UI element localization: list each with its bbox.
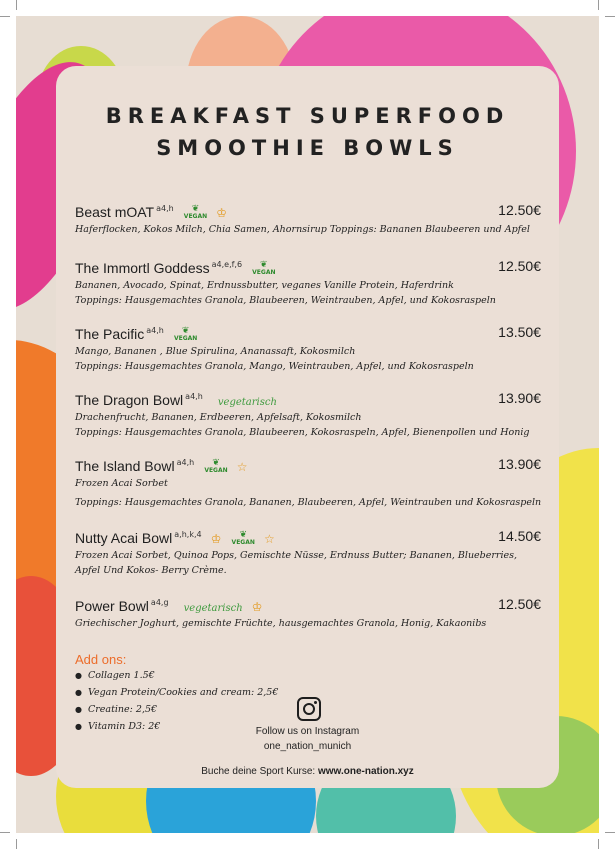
item-allergens: a4,h [156,203,174,213]
crop-mark [598,839,599,849]
trophy-icon: ♔ [251,599,263,614]
crop-mark [0,832,10,833]
website-link[interactable]: www.one-nation.xyz [318,766,414,777]
item-description-cont: Apfel Und Kokos- Berry Crème. [75,565,227,576]
vegan-badge-icon: ❦ VEGAN [231,530,255,546]
item-description: Bananen, Avocado, Spinat, Erdnussbutter, veganes Vanille Protein, Haferdrink [75,280,454,291]
star-icon: ☆ [263,531,275,546]
crop-mark [0,16,10,17]
vegan-badge-icon: ❦ VEGAN [173,326,198,342]
item-allergens: a4,h [146,325,164,335]
crop-mark [16,0,17,10]
addon-item: ● Vitamin D3: 2€ [75,721,160,732]
addon-item: ● Vegan Protein/Cookies and cream: 2,5€ [75,687,278,698]
instagram-handle[interactable]: one_nation_munich [263,741,352,752]
menu-card [56,66,559,788]
footer-prefix: Buche deine Sport Kurse: [201,766,318,777]
star-icon: ☆ [236,459,248,474]
item-description: Drachenfrucht, Bananen, Erdbeeren, Apfelsaft, Kokosmilch [75,412,362,423]
footer [56,766,559,777]
item-name: The Dragon Bowl [75,392,184,408]
menu-item-island-bowl [75,456,541,510]
vegan-badge-icon: ❦ VEGAN [252,260,276,276]
vegetarian-label: vegetarisch [183,603,243,614]
item-allergens: a4,e,f,6 [211,259,243,269]
crop-mark [16,839,17,849]
menu-item-immortl-goddess [75,258,541,308]
vegan-badge-icon: ❦ VEGAN [204,458,228,474]
item-price: 13.90€ [498,390,541,406]
instagram-follow-text: Follow us on Instagram [255,726,360,737]
menu-item-dragon-bowl [75,390,541,440]
item-description: Frozen Acai Sorbet, Quinoa Pops, Gemischte Nüsse, Erdnuss Butter; Bananen, Blueberries, [75,550,518,561]
menu-item-nutty-acai-bowl [75,528,541,578]
item-toppings: Toppings: Hausgemachtes Granola, Blaubeeren, Weintrauben, Apfel, und Kokosraspeln [75,295,496,306]
item-price: 13.50€ [498,324,541,340]
item-name: The Island Bowl [75,458,175,474]
crop-mark [605,832,615,833]
item-name: Beast mOAT [75,204,155,220]
item-description: Griechischer Joghurt, gemischte Früchte, hausgemachtes Granola, Honig, Kakaonibs [75,618,487,629]
menu-item-beast-moat [75,202,541,237]
trophy-icon: ♔ [216,205,227,220]
addons-title: Add ons: [75,652,127,667]
item-toppings: Toppings: Hausgemachtes Granola, Bananen, Blaubeeren, Apfel, Weintrauben und Kokosraspeln [75,497,542,508]
item-price: 12.50€ [498,596,541,612]
menu-title-line2: SMOOTHIE BOWLS [156,136,459,160]
item-allergens: a4,h [176,457,195,467]
addon-item: ● Collagen 1.5€ [75,670,155,681]
crop-mark [598,0,599,10]
item-name: Nutty Acai Bowl [75,530,173,546]
item-price: 12.50€ [498,258,541,274]
item-name: Power Bowl [75,598,149,614]
item-allergens: a,h,k,4 [174,529,202,539]
item-toppings: Toppings: Hausgemachtes Granola, Mango, Weintrauben, Apfel, und Kokosraspeln [75,361,474,372]
item-price: 14.50€ [498,528,541,544]
menu-title-line1: BREAKFAST SUPERFOOD [105,104,510,128]
instagram-icon[interactable] [297,697,321,721]
item-description: Haferflocken, Kokos Milch, Chia Samen, Ahornsirup Toppings: Bananen Blaubeeren und Apfel [75,224,530,235]
item-allergens: a4,g [150,597,169,607]
item-toppings: Toppings: Hausgemachtes Granola, Blaubeeren, Kokosraspeln, Apfel, Bienenpollen und Honig [75,427,530,438]
item-price: 13.90€ [498,456,541,472]
item-price: 12.50€ [498,202,541,218]
menu-item-power-bowl [75,596,541,631]
vegetarian-label: vegetarisch [217,397,277,408]
item-name: The Immortl Goddess [75,260,210,276]
item-description: Mango, Bananen , Blue Spirulina, Ananassaft, Kokosmilch [75,346,356,357]
menu-item-pacific [75,324,541,374]
item-description: Frozen Acai Sorbet [75,478,168,489]
addon-item: ● Creatine: 2,5€ [75,704,157,715]
item-name: The Pacific [75,326,145,342]
item-allergens: a4,h [185,391,203,401]
crop-mark [605,16,615,17]
vegan-badge-icon: ❦ VEGAN [183,204,208,220]
trophy-icon: ♔ [210,531,222,546]
